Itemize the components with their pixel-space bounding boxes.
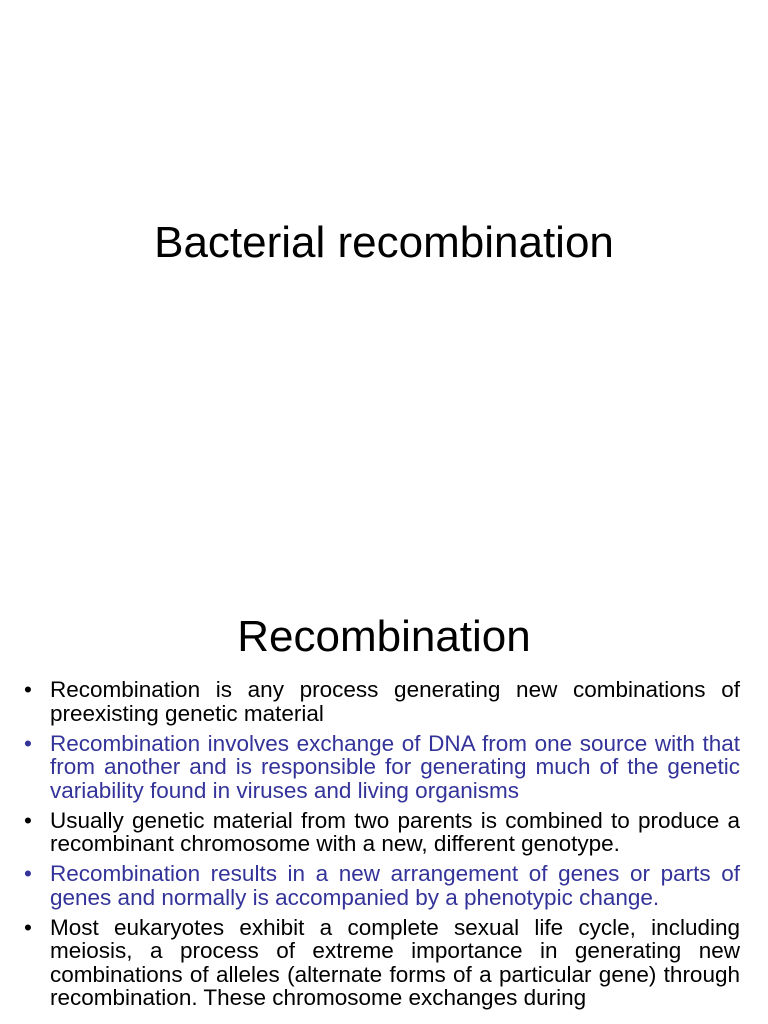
bullet-text: Usually genetic material from two parents is combined to produce a recombinant chromosome with a new, different genotype. — [50, 807, 740, 856]
bullet-text: Recombination is any process generating new combinations of preexisting genetic material — [50, 677, 740, 726]
bullet-marker: • — [24, 914, 32, 940]
bullet-text: Most eukaryotes exhibit a complete sexual life cycle, including meiosis, a process of extreme importance in generating new combinations of alleles (alternate forms of a particular gene) through recombination. These chromosome exchanges during — [50, 914, 740, 1010]
bullet-item — [22, 809, 740, 856]
content-slide — [0, 576, 768, 1024]
bullet-item — [22, 862, 740, 909]
bullet-text: Recombination results in a new arrangement of genes or parts of genes and normally is accompanied by a phenotypic change. — [50, 861, 740, 910]
bullet-list — [22, 678, 740, 1016]
bullet-item — [22, 732, 740, 803]
bullet-marker: • — [24, 861, 32, 886]
slide-title: Bacterial recombination — [154, 218, 614, 267]
bullet-marker: • — [24, 677, 32, 702]
bullet-marker: • — [24, 730, 32, 756]
bullet-item — [22, 916, 740, 1010]
bullet-item — [22, 678, 740, 725]
bullet-text: Recombination involves exchange of DNA from one source with that from another and is responsible for generating much of the genetic variability found in viruses and living organisms — [50, 730, 740, 803]
slide-heading: Recombination — [237, 612, 531, 661]
bullet-marker: • — [24, 807, 32, 833]
